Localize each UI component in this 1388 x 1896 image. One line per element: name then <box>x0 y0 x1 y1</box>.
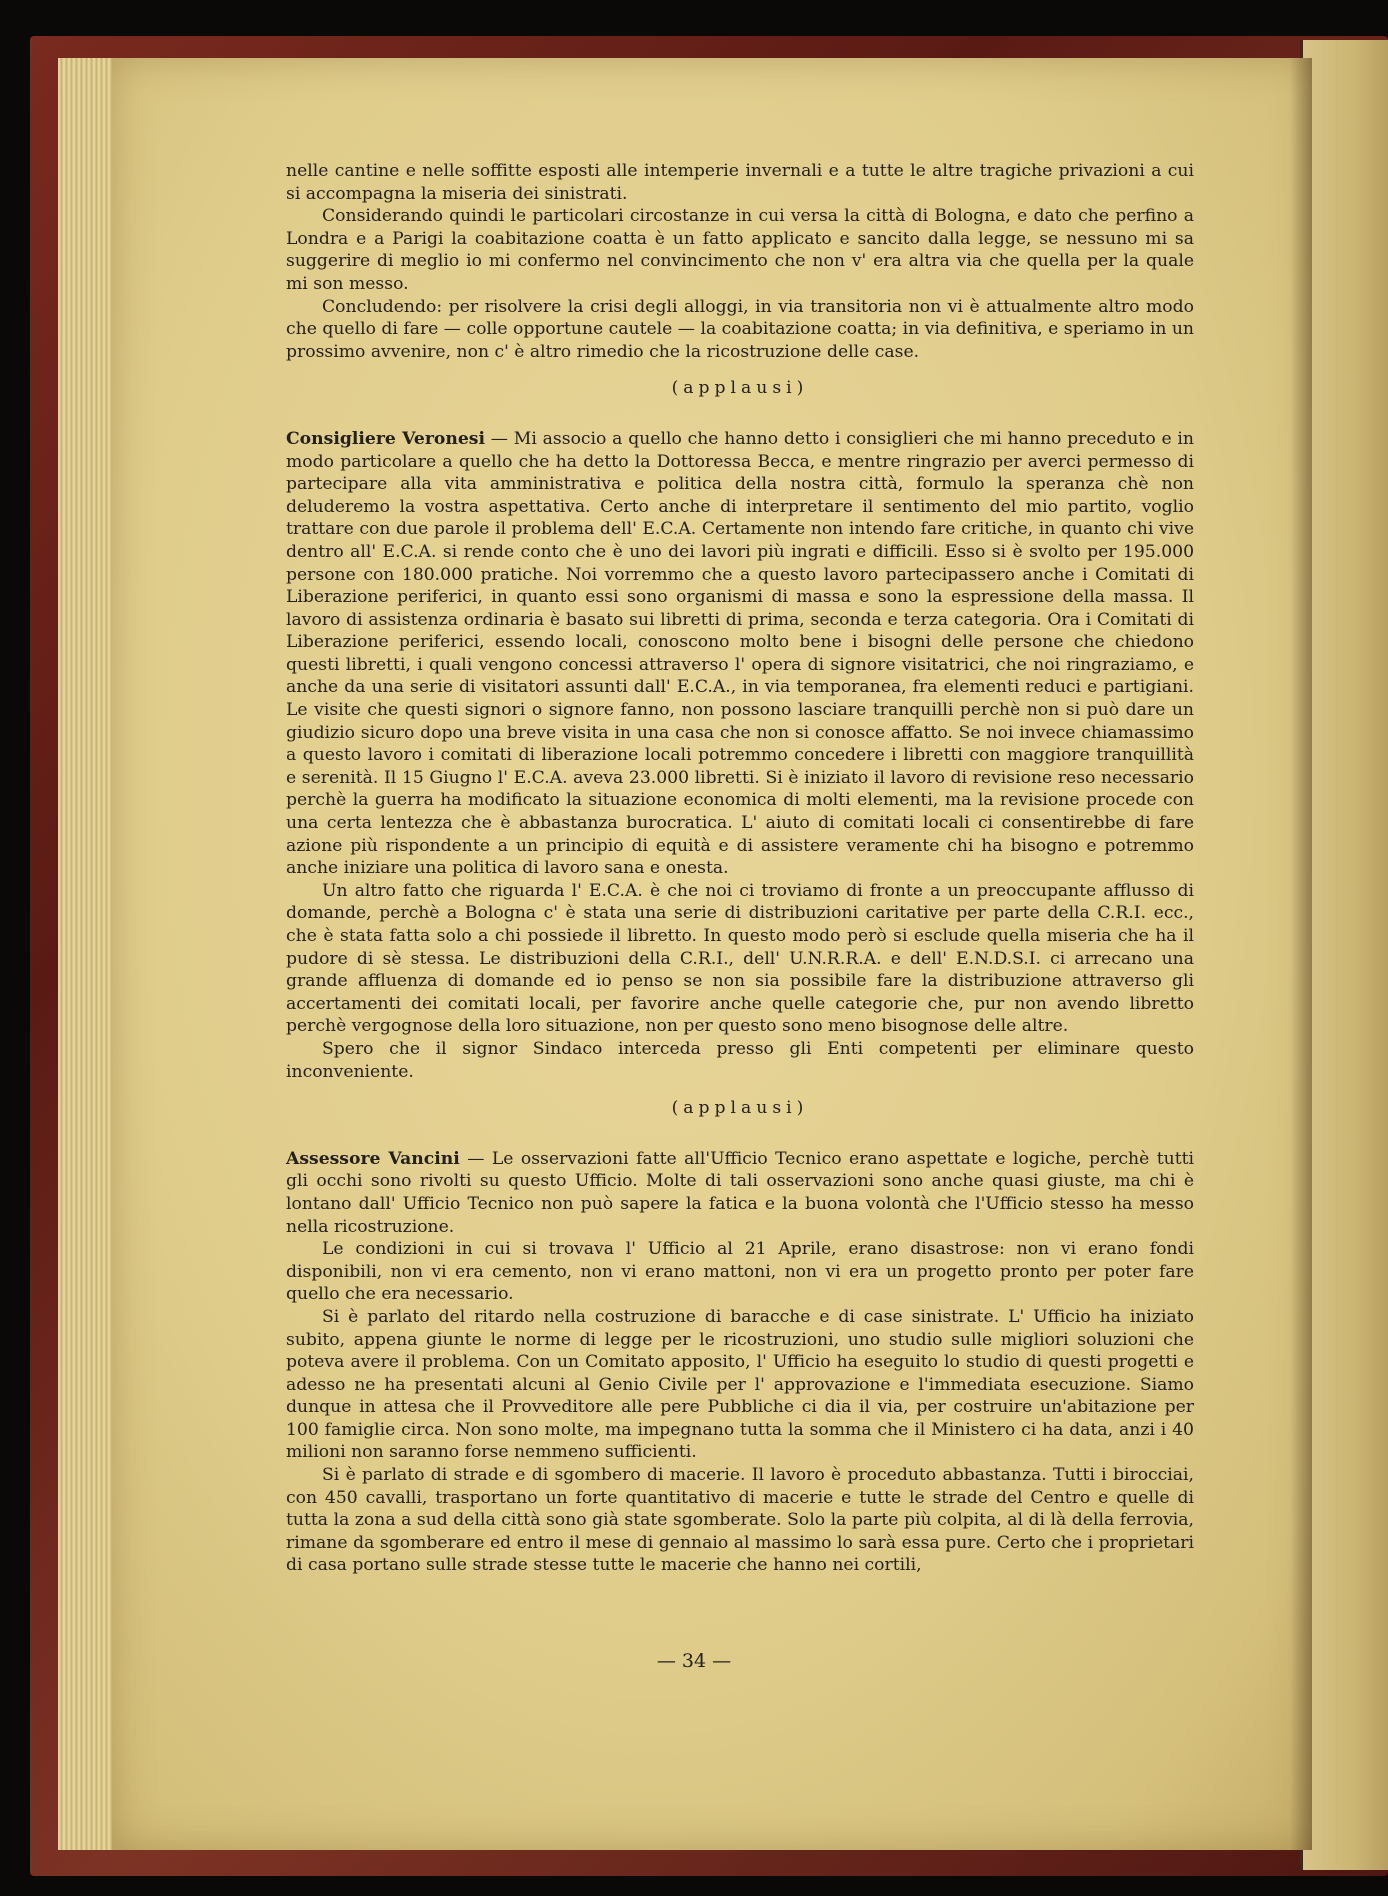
speech-text: Le osservazioni fatte all'Ufficio Tecnico erano aspettate e logiche, perchè tutti gli occhi sono rivolti su questo Ufficio. Molte di tali osservazioni sono anche quasi giuste, ma chi è lontano dall' Ufficio Tecnico non può sapere la fatica e la buona volontà che l'Ufficio stesso ha messo nella ricostruzione. <box>286 1148 1195 1237</box>
paragraph: Un altro fatto che riguarda l' E.C.A. è che noi ci troviamo di fronte a un preoccupante afflusso di domande, perchè a Bologna c' è stata una serie di distribuzioni caritative per parte della C.R.I. ecc., che è stata fatta solo a chi possiede il libretto. In questo modo però si esclude quella miseria che ha il pudore di sè stessa. Le distribuzioni della C.R.I., dell' U.N.R.R.A. e dell' E.N.D.S.I. ci arrecano una grande affluenza di domande ed io penso se non sia possibile fare la distribuzione attraverso gli accertamenti dei comitati locali, per favorire anche quelle categorie che, pur non avendo libretto perchè vergognose della loro situazione, non per questo sono meno bisognose delle altre. <box>286 880 1194 1037</box>
applause-note: (applausi) <box>671 378 809 399</box>
speech-text: Mi associo a quello che hanno detto i consiglieri che mi hanno preceduto e in modo particolare a quello che ha detto la Dottoressa Becca, e mentre ringrazio per averci permesso di partecipare alla vita amministrativa e politica della nostra città, formulo la speranza chè non deluderemo la vostra aspettativa. Certo anche di interpretare il sentimento del mio partito, voglio trattare con due parole il problema dell' E.C.A. Certamente non intendo fare critiche, in quanto chi vive dentro all' E.C.A. si rende conto che è uno dei lavori più ingrati e difficili. Esso si è svolto per 195.000 persone con 180.000 pratiche. Noi vorremmo che a questo lavoro partecipassero anche i Comitati di Liberazione periferici, in quanto essi sono organismi di massa e sono la espressione della massa. Il lavoro di assistenza ordinaria è basato sui libretti di prima, seconda e terza categoria. Ora i Comitati di Liberazione periferici, essendo locali, conoscono molto bene i bisogni delle persone che chiedono questi libretti, i quali vengono concessi attraverso l' opera di signore visitatrici, che noi ringraziamo, e anche da una serie di visitatori assunti dall' E.C.A., in via temporanea, fra elementi reduci e partigiani. Le visite che questi signori o signore fanno, non possono lasciare tranquilli perchè non si può dare un giudizio sicuro dopo una breve visita in una casa che non si conosce affatto. Se noi invece chiamassimo a questo lavoro i comitati di liberazione locali potremmo concedere i libretti con maggiore tranquillità e serenità. Il 15 Giugno l' E.C.A. aveva 23.000 libretti. Si è iniziato il lavoro di revisione reso necessario perchè la guerra ha modificato la situazione economica di molti elementi, ma la revisione procede con una certa lentezza che è abbastanza burocratica. L' aiuto di comitati locali ci consentirebbe di fare azione più rispondente a un principio di equità e di assistere veramente chi ha bisogno e potremmo anche iniziare una politica di lavoro sana e onesta. <box>286 428 1194 879</box>
paragraph: Considerando quindi le particolari circostanze in cui versa la città di Bologna, e dato che perfino a Londra e a Parigi la coabitazione coatta è un fatto applicato e sancito dalla legge, se nessuno mi sa suggerire di meglio io mi confermo nel convincimento che non v' era altra via che quella per la quale mi son messo. <box>286 206 1194 294</box>
paragraph: Spero che il signor Sindaco interceda presso gli Enti competenti per eliminare questo inconveniente. <box>286 1038 1194 1082</box>
speaker-name: Assessore Vancini <box>286 1148 460 1169</box>
applause-note: (applausi) <box>671 1098 809 1119</box>
page-text <box>286 160 1194 1577</box>
paragraph: Si è parlato del ritardo nella costruzione di baracche e di case sinistrate. L' Ufficio ha iniziato subito, appena giunte le norme di legge per le ricostruzioni, uno studio sulle migliori soluzioni che poteva avere il problema. Con un Comitato apposito, l' Ufficio ha eseguito lo studio di questi progetti e adesso ne ha presentati alcuni al Genio Civile per l' approvazione e l'immediata esecuzione. Siamo dunque in attesa che il Provveditore alle pere Pubbliche ci dia il via, per costruire un'abitazione per 100 famiglie circa. Non sono molte, ma impegnano tutta la somma che il Ministero ci ha data, anzi i 40 milioni non saranno forse nemmeno sufficienti. <box>286 1306 1194 1463</box>
page-stack-edges <box>58 58 118 1850</box>
paragraph: Le condizioni in cui si trovava l' Ufficio al 21 Aprile, erano disastrose: non vi erano fondi disponibili, non vi era cemento, non vi erano mattoni, non vi era un progetto pronto per poter fare quello che era necessario. <box>286 1239 1194 1305</box>
page-number: — 34 — <box>656 1650 732 1672</box>
speech-veronesi-opening <box>286 428 1194 880</box>
paragraph: Concludendo: per risolvere la crisi degli alloggi, in via transitoria non vi è attualmente altro modo che quello di fare — colle opportune cautele — la coabitazione coatta; in via definitiva, e speriamo in un prossimo avvenire, non c' è altro rimedio che la ricostruzione delle case. <box>286 296 1194 362</box>
facing-page-edge <box>1300 40 1388 1870</box>
speaker-name: Consigliere Veronesi <box>286 428 486 449</box>
em-dash: — <box>459 1148 492 1169</box>
paragraph: nelle cantine e nelle soffitte esposti alle intemperie invernali e a tutte le altre tragiche privazioni a cui si accompagna la miseria dei sinistrati. <box>286 161 1194 204</box>
em-dash: — <box>485 428 514 449</box>
speech-vancini-opening <box>286 1148 1194 1238</box>
paragraph: Si è parlato di strade e di sgombero di macerie. Il lavoro è proceduto abbastanza. Tutti i birocciai, con 450 cavalli, trasportano un forte quantitativo di macerie e tutte le strade del Centro e quelle di tutta la zona a sud della città sono già state sgomberate. Solo la parte più colpita, al di là della ferrovia, rimane da sgomberare ed entro il mese di gennaio al massimo lo sarà essa pure. Certo che i proprietari di casa portano sulle strade stesse tutte le macerie che hanno nei cortili, <box>286 1465 1194 1576</box>
book-gutter <box>1290 58 1312 1850</box>
